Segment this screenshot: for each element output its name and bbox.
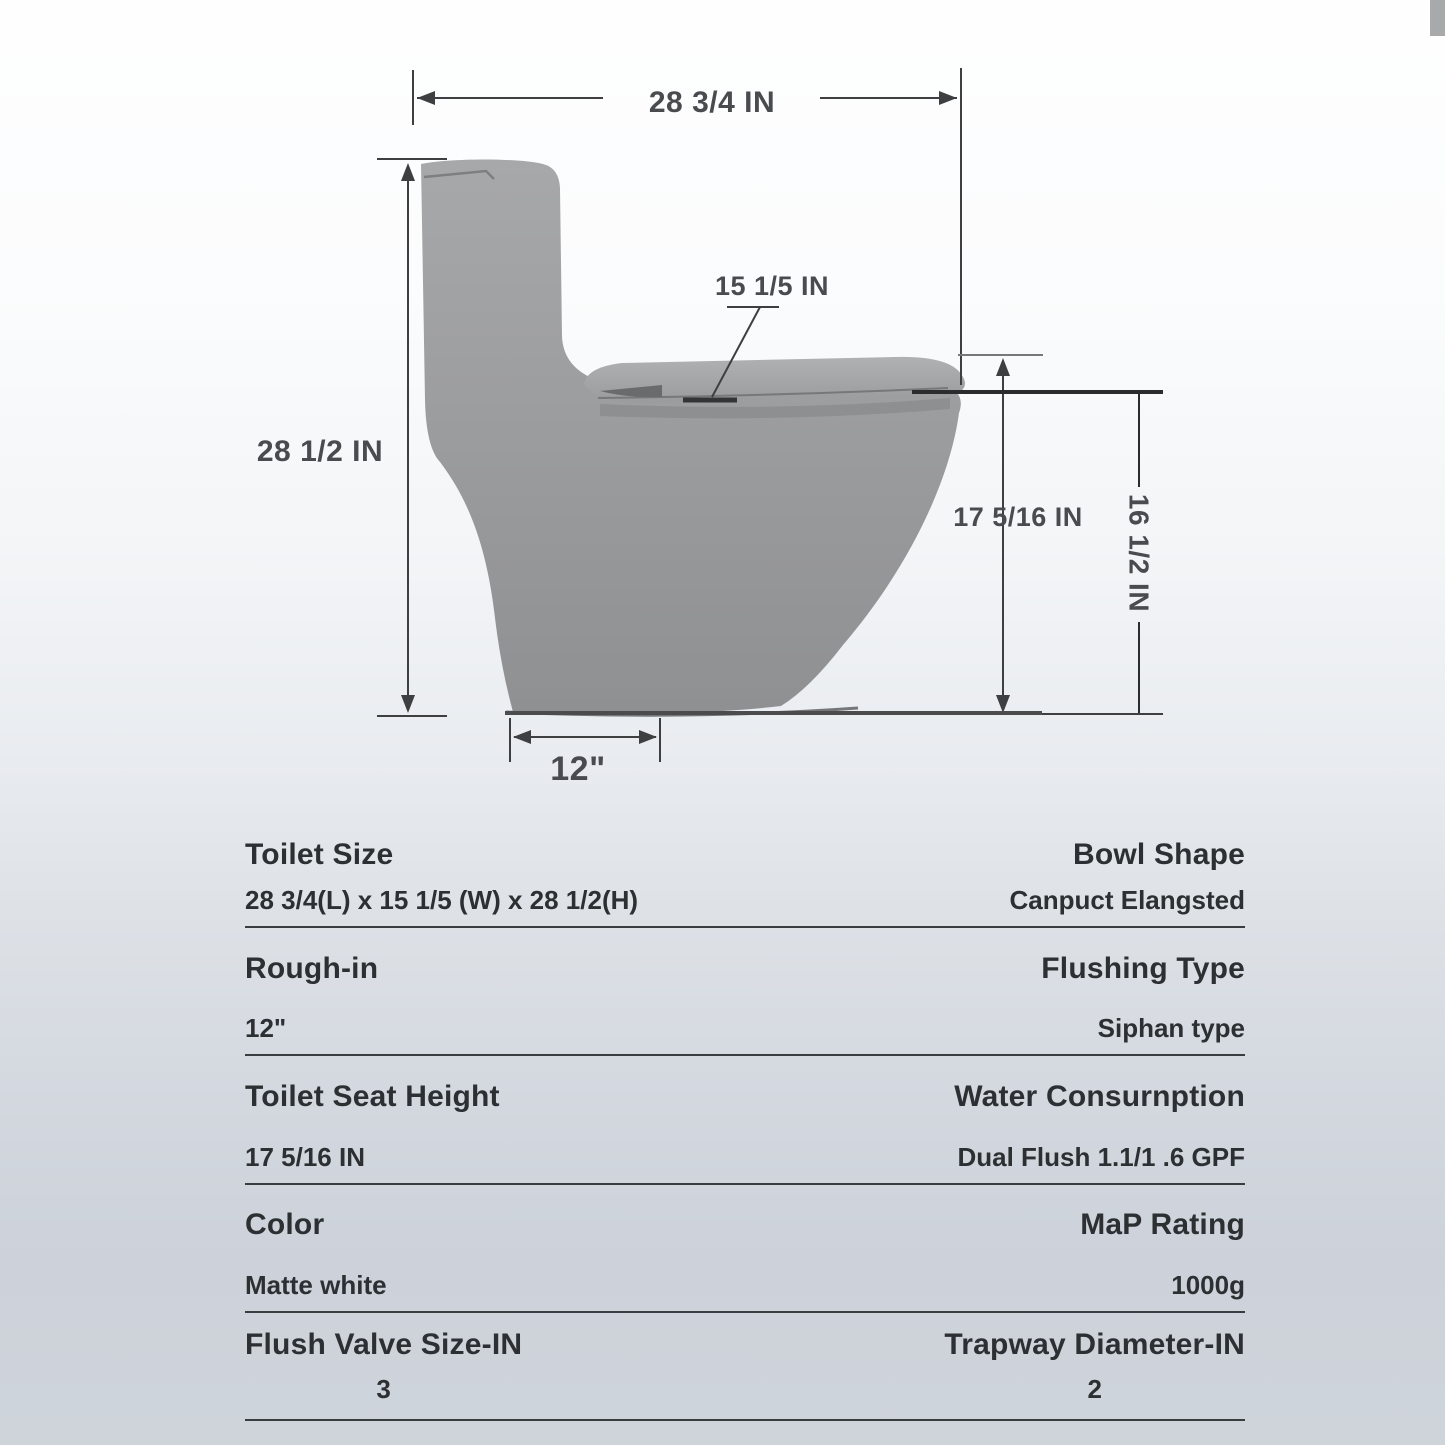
spec-row-size-shape bbox=[245, 838, 1245, 928]
spec-value-bowl-shape: Canpuct Elangsted bbox=[1009, 885, 1245, 915]
spec-label-flush-valve: Flush Valve Size-IN bbox=[245, 1328, 523, 1361]
spec-label-map-rating: MaP Rating bbox=[1080, 1208, 1245, 1241]
overall-width-label: 28 3/4 IN bbox=[648, 86, 776, 119]
spec-value-flush-valve: 3 bbox=[376, 1374, 391, 1404]
spec-label-water-consumption: Water Consurnption bbox=[954, 1080, 1245, 1113]
spec-row-color-map bbox=[245, 1208, 1245, 1313]
overall-height-label: 28 1/2 IN bbox=[256, 435, 384, 468]
rough-in-dimension bbox=[510, 718, 660, 788]
spec-value-water-consumption: Dual Flush 1.1/1 .6 GPF bbox=[957, 1142, 1245, 1172]
spec-label-seat-height: Toilet Seat Height bbox=[245, 1080, 500, 1113]
spec-value-toilet-size: 28 3/4(L) x 15 1/5 (W) x 28 1/2(H) bbox=[245, 885, 639, 915]
spec-value-trapway-diameter: 2 bbox=[1087, 1374, 1102, 1404]
spec-row-roughin-flushing bbox=[245, 952, 1245, 1056]
spec-label-trapway-diameter: Trapway Diameter-IN bbox=[944, 1328, 1245, 1361]
spec-row-valve-trapway bbox=[245, 1328, 1245, 1421]
seat-height-label: 17 5/16 IN bbox=[953, 502, 1083, 532]
spec-label-flushing-type: Flushing Type bbox=[1041, 952, 1245, 985]
spec-label-color: Color bbox=[245, 1208, 325, 1241]
spec-value-color: Matte white bbox=[245, 1270, 387, 1300]
spec-value-map-rating: 1000g bbox=[1171, 1270, 1245, 1300]
seat-height-dimension bbox=[953, 355, 1083, 713]
rim-height-label: 16 1/2 IN bbox=[1123, 493, 1155, 613]
spec-value-rough-in: 12" bbox=[245, 1013, 287, 1043]
spec-value-flushing-type: Siphan type bbox=[1097, 1013, 1245, 1043]
spec-label-bowl-shape: Bowl Shape bbox=[1072, 838, 1245, 871]
overall-height-dimension bbox=[257, 159, 447, 716]
rough-in-label: 12" bbox=[550, 750, 606, 788]
spec-label-toilet-size: Toilet Size bbox=[245, 838, 394, 871]
seat-width-label: 15 1/5 IN bbox=[714, 271, 830, 301]
toilet-body bbox=[421, 160, 961, 714]
floor-line bbox=[505, 713, 1163, 714]
spec-value-seat-height: 17 5/16 IN bbox=[245, 1142, 365, 1172]
spec-row-seatheight-water bbox=[245, 1080, 1245, 1185]
toilet-side-view bbox=[421, 160, 965, 716]
spec-label-rough-in: Rough-in bbox=[245, 952, 379, 985]
